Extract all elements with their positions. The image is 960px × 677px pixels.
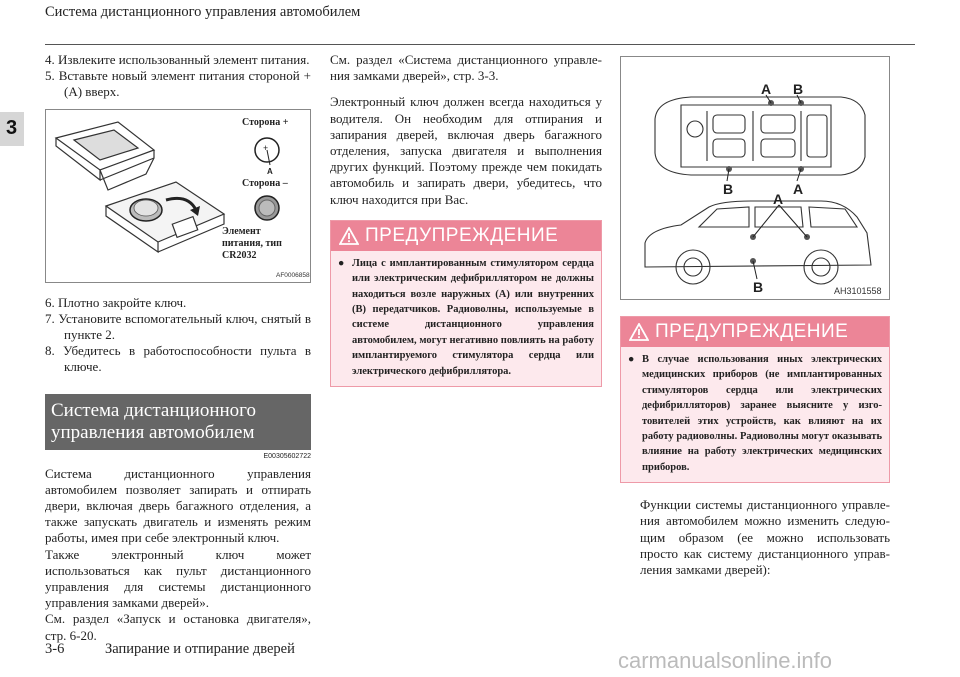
- letter-a-label: A: [267, 166, 273, 176]
- car-top-and-side-illustration: [621, 57, 889, 299]
- warning-title: ПРЕДУПРЕЖДЕНИЕ: [365, 224, 559, 246]
- footer-title: Запирание и отпирание дверей: [105, 641, 295, 657]
- figure-code: AH3101558: [834, 286, 882, 296]
- warning-triangle-icon: [339, 227, 359, 245]
- bullet-icon: ●: [338, 257, 345, 269]
- label-b: B: [753, 279, 764, 295]
- warning-body: [621, 347, 889, 482]
- label-a: A: [761, 81, 772, 97]
- label-a: A: [773, 191, 784, 207]
- body-paragraph: Система дистанционного управления автомобилем позволяет запирать и отпирать двери, включая дверь багажного отделения, а также запускать двигатель и изменять режим работы, имея при себе электронный ключ.: [45, 465, 311, 546]
- column-2: [330, 52, 602, 387]
- label-b: B: [723, 181, 734, 197]
- warning-item: ● В случае использования иных электрических медицинских приборов (не имплантированных стимуляторов сердца или электрических дефибрилляторов) заранее выясните у изготовителей этих устройств, как влияют на их работу радиоволны. Радиоволны могут оказывать влияние на работу электрических медицинских приборов.: [628, 354, 882, 473]
- warning-box: [330, 220, 602, 387]
- label-a: A: [793, 181, 804, 197]
- page-header-title: Система дистанционного управления автомобилем: [45, 4, 361, 20]
- warning-header: [621, 317, 889, 347]
- body-paragraph: Также электронный ключ может использоваться как пульт дистанционного управления для системы дистанционного управления замками дверей».: [45, 546, 311, 611]
- section-heading: Система дистанционного управления автомобилем: [45, 394, 311, 450]
- step-item: 5. Вставьте новый элемент питания стороной + (A) вверх.: [45, 68, 311, 100]
- label-b: B: [793, 81, 804, 97]
- warning-item: ● Лица с имплантированным стимулятором сердца или электрическим дефибриллятором не должны находиться возле наружных (A) или внутренних (B) передатчиков. Радиоволны, используемые в системе дистанционного управления автомобилем, могут негативно повлиять на работу имплантируемого стимулятора сердца или электрического дефибриллятора.: [338, 257, 594, 377]
- side-plus-label: Сторона +: [242, 116, 289, 128]
- page-number: 3-6: [45, 641, 65, 657]
- watermark: carmanualsonline.info: [618, 648, 833, 673]
- warning-body: [331, 251, 601, 386]
- header-rule: [45, 44, 915, 45]
- section-code: E00305602722: [263, 452, 311, 460]
- step-item: 7. Установите вспомогательный ключ, снятый в пункте 2.: [45, 310, 312, 343]
- warning-header: [331, 221, 601, 251]
- column-3: [620, 52, 890, 578]
- warning-box: [620, 316, 890, 483]
- body-paragraph: См. раздел «Система дистанционного управления замками дверей», стр. 3-3.: [330, 52, 602, 84]
- step-item: 8. Убедитесь в работоспособности пульта в ключе.: [45, 343, 312, 375]
- step-item: 4. Извлеките использованный элемент питания.: [45, 52, 310, 67]
- bullet-icon: ●: [628, 354, 635, 365]
- body-paragraph: Функции системы дистанционного управления автомобилем можно изменить следующим образом (ее можно использовать просто как систему дистанционного управления замками дверей):: [640, 497, 890, 578]
- figure-code: AF0006858: [276, 271, 310, 279]
- page-footer: [45, 641, 295, 658]
- body-paragraph: Электронный ключ должен всегда находиться у водителя. Он необходим для отпирания и запирания дверей, включая дверь багажного отделения, запуска двигателя и выполнения других функций. Поэтому прежде чем покидать автомобиль и запирать двери, убедитесь, что ключ находится при Вас.: [330, 94, 602, 207]
- warning-title: ПРЕДУПРЕЖДЕНИЕ: [655, 321, 849, 342]
- column-1: [45, 52, 311, 644]
- warning-triangle-icon: [629, 323, 649, 341]
- battery-element-label: Элемент питания, тип CR2032: [222, 225, 282, 261]
- chapter-tab: [0, 112, 24, 146]
- car-transmitter-figure: [620, 56, 890, 300]
- step-item: 6. Плотно закройте ключ.: [45, 294, 187, 310]
- plus-sign: +: [263, 142, 269, 153]
- chapter-number: 3: [6, 117, 18, 139]
- body-paragraph: См. раздел «Запуск и остановка двигателя», стр. 6-20.: [45, 611, 311, 643]
- battery-figure: [45, 109, 311, 283]
- side-minus-label: Сторона –: [242, 177, 288, 189]
